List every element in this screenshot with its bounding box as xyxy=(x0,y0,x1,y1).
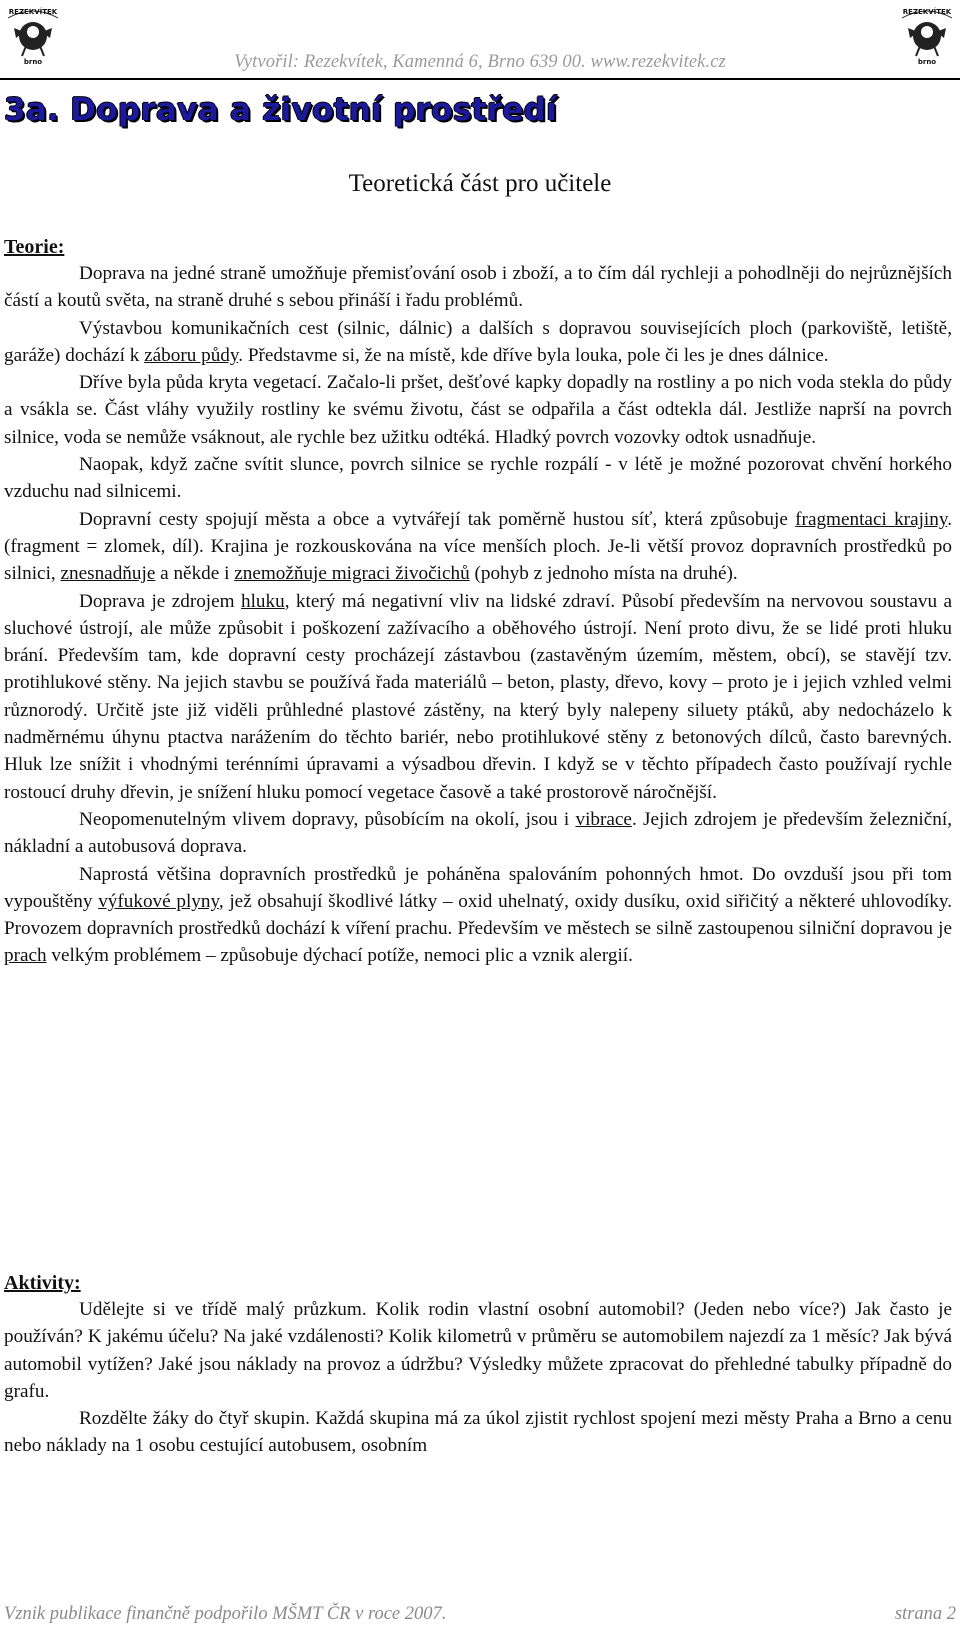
aktivity-body xyxy=(4,1296,952,1460)
rezekvitek-logo xyxy=(4,2,62,66)
rezekvitek-logo xyxy=(898,2,956,66)
svg-text:REZEKVÍTEK: REZEKVÍTEK xyxy=(8,8,58,16)
key-term: výfukové plyny xyxy=(98,890,219,912)
paragraph xyxy=(4,861,952,970)
svg-text:brno: brno xyxy=(917,58,937,66)
key-term: záboru půdy xyxy=(144,344,239,366)
page-title: 3a. Doprava a životní prostředí xyxy=(4,92,558,128)
text-run: . Jejich zdrojem je především železniční, nákladní a autobusová doprava. xyxy=(4,808,953,858)
footer-funding-note: Vznik publikace finančně podpořilo MŠMT ČR v roce 2007. xyxy=(4,1604,447,1624)
text-run: (pohyb z jednoho místa na druhé). xyxy=(469,563,738,585)
paragraph: Naopak, když začne svítit slunce, povrch silnice se rychle rozpálí - v létě je možné pozorovat chvění horkého vzduchu nad silnicemi. xyxy=(4,454,952,503)
text-run: , jež obsahují škodlivé látky – oxid uhelnatý, oxidy dusíku, oxid siřičitý a některé uhlovodíky. Provozem dopravních prostředků dochází k víření prachu. Především ve městech se silně zastoupenou silniční dopravou je xyxy=(4,890,952,940)
key-term: vibrace xyxy=(575,808,632,830)
teorie-body xyxy=(4,260,952,970)
text-run: a někde i xyxy=(155,563,235,585)
text-run: . (fragment = zlomek, díl). Krajina je rozkouskována na více menších ploch. Je-li větší provoz dopravních prostředků po silnici, xyxy=(4,508,952,585)
paragraph xyxy=(4,506,952,588)
key-term: prach xyxy=(4,945,47,967)
text-run: , který má negativní vliv na lidské zdraví. Působí především na nervovou soustavu a sluchové ústrojí, ale může způsobit i poškození zažívacího a oběhového ústrojí. Není proto divu, že se lidé proti hluku brání. Především tam, kde dopravní cesty procházejí zástavbou (zastavěným územím, městem, obcí), se stavějí tzv. protihlukové stěny. Na jejich stavbu se používá řada materiálů – beton, plasty, dřevo, kovy – proto je i jejich vzhled velmi různorodý. Určitě jste již viděli průhledné plastové zástěny, na který byly nalepeny siluety ptáků, aby nedocházelo k nadměrnému úhynu ptactva narážením do těchto bariér, nebo protihlukové stěny z betonových dílců, často barevných. Hluk lze snížit i vhodnými terénními úpravami a výsadbou dřevin. I když se v těchto případech často používají rychle rostoucí druhy dřevin, je snížení hluku pomocí vegetace časově a také prostorově náročnější. xyxy=(4,590,952,803)
text-run: . Představme si, že na místě, kde dříve byla louka, pole či les je dnes dálnice. xyxy=(238,344,829,366)
key-term: hluku xyxy=(241,590,285,612)
svg-text:REZEKVÍTEK: REZEKVÍTEK xyxy=(902,8,952,16)
text-run: Doprava je zdrojem xyxy=(79,590,241,612)
svg-text:brno: brno xyxy=(23,58,43,66)
text-run: velkým problémem – způsobuje dýchací potíže, nemoci plic a vznik alergií. xyxy=(46,945,633,967)
section-heading-aktivity: Aktivity: xyxy=(4,1272,81,1294)
text-run: Naprostá většina dopravních prostředků je poháněna spalováním pohonných hmot. Do ovzduší jsou při tom vypouštěny xyxy=(4,863,952,912)
paragraph: Rozdělte žáky do čtyř skupin. Každá skupina má za úkol zjistit rychlost spojení mezi městy Praha a Brno a cenu nebo náklady na 1 osobu cestující autobusem, osobním xyxy=(4,1408,952,1457)
text-run: Výstavbou komunikačních cest (silnic, dálnic) a dalších s dopravou souvisejících ploch (parkoviště, letiště, garáže) dochází k xyxy=(4,317,952,366)
text-run: Neopomenutelným vlivem dopravy, působícím na okolí, jsou i xyxy=(79,808,576,830)
paragraph: Dříve byla půda kryta vegetací. Začalo-li pršet, dešťové kapky dopadly na rostliny a po nich voda stekla do půdy a vsákla se. Část vláhy využily rostliny ke svému životu, část se odpařila a část odtekla dál. Jestliže naprší na povrch silnice, voda se nemůže vsáknout, ale rychle bez užitku odtéká. Hladký povrch vozovky odtok usnadňuje. xyxy=(4,372,952,448)
text-run: Dopravní cesty spojují města a obce a vytvářejí tak poměrně hustou síť, která způsobuje xyxy=(79,508,796,530)
page-number: strana 2 xyxy=(894,1604,956,1624)
header-rule xyxy=(0,78,960,80)
paragraph: Udělejte si ve třídě malý průzkum. Kolik rodin vlastní osobní automobil? (Jeden nebo více?) Jak často je používán? K jakému účelu? Na jaké vzdálenosti? Kolik kilometrů v průměru se automobilem najezdí za 1 měsíc? Jak bývá automobil vytížen? Jaké jsou náklady na provoz a údržbu? Výsledky můžete zpracovat do přehledné tabulky případně do grafu. xyxy=(4,1299,952,1402)
page-subtitle: Teoretická část pro učitele xyxy=(348,170,612,197)
key-term: fragmentaci krajiny xyxy=(795,508,948,530)
section-heading-teorie: Teorie: xyxy=(4,236,65,258)
paragraph: Doprava na jedné straně umožňuje přemisťování osob i zboží, a to čím dál rychleji a pohodlněji do nejrůznějších částí a koutů světa, na straně druhé s sebou přináší i řadu problémů. xyxy=(4,263,952,312)
paragraph xyxy=(4,315,952,370)
paragraph xyxy=(4,806,952,861)
paragraph xyxy=(4,588,952,806)
header-line: Vytvořil: Rezekvítek, Kamenná 6, Brno 639 00. www.rezekvitek.cz xyxy=(234,52,726,72)
key-term: znesnadňuje xyxy=(60,563,156,585)
key-term: znemožňuje migraci živočichů xyxy=(234,563,470,585)
